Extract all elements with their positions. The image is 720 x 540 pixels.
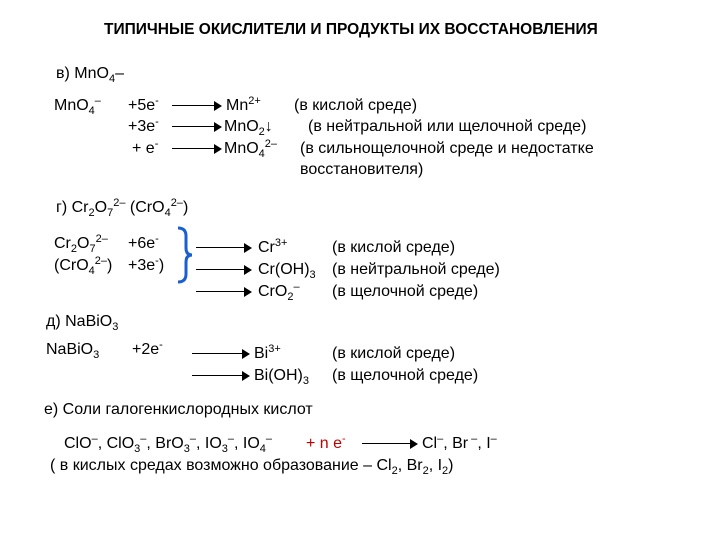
section-v-condition-3: (в сильнощелочной среде и недостатке <box>300 140 594 157</box>
section-v-electrons-2: +3e- <box>128 116 159 135</box>
section-d-condition-2: (в щелочной среде) <box>332 367 479 384</box>
reaction-arrow <box>172 101 222 111</box>
section-g-reagent-1: $Cr_2O_7^{2-}$ <box>54 233 108 255</box>
section-v-product-3: MnO$_4^{2-}$ <box>224 138 278 160</box>
reaction-arrow <box>172 144 222 154</box>
section-v-label: в) MnO$_4$– <box>56 65 124 85</box>
section-g-condition-3: (в щелочной среде) <box>332 283 479 300</box>
section-e-products: Cl–, Br –, I– <box>422 433 497 452</box>
section-g-product-2: $Cr(OH)_3$ <box>258 261 316 281</box>
page-title: ТИПИЧНЫЕ ОКИСЛИТЕЛИ И ПРОДУКТЫ ИХ ВОССТАНОВЛЕНИЯ <box>104 21 598 38</box>
reaction-arrow <box>172 122 222 132</box>
grouping-brace <box>174 226 194 284</box>
section-g-label: г) $Cr_2O_7^{2-}$ (CrO$_4^{2-}$) <box>56 197 189 219</box>
reaction-arrow <box>196 287 252 297</box>
reaction-arrow <box>192 371 250 381</box>
section-e-note: ( в кислых средах возможно образование – $Cl_2$, $Br_2$, $I_2$) <box>50 457 454 477</box>
section-g-reagent-2: (CrO$_4^{2-}$) <box>54 255 113 277</box>
section-g-electrons-1: +6e- <box>128 233 159 252</box>
section-g-electrons-2: +3e-) <box>128 255 165 274</box>
section-d-product-2: $Bi(OH)_3$ <box>254 367 310 387</box>
reaction-arrow <box>196 265 252 275</box>
section-e-label: е) Соли галогенкислородных кислот <box>44 401 313 418</box>
section-e-equation: ClO–, ClO$_3$–, BrO$_3$–, $IO_3^-$, $IO_4^-$ <box>64 433 273 455</box>
section-v-product-2: MnO$_2$↓ <box>224 118 273 138</box>
section-g-condition-2: (в нейтральной среде) <box>332 261 500 278</box>
section-d-reagent: NaBiO$_3$ <box>46 341 100 361</box>
section-v-condition-3-cont: восстановителя) <box>300 161 424 178</box>
section-d-condition-1: (в кислой среде) <box>332 345 456 362</box>
section-v-electrons-3: + e- <box>132 138 159 157</box>
section-d-product-1: $Bi^{3+}$ <box>254 343 281 362</box>
section-g-product-3: CrO$_2$– <box>258 281 300 303</box>
section-g-condition-1: (в кислой среде) <box>332 239 456 256</box>
reaction-arrow <box>362 439 418 449</box>
reaction-arrow <box>196 243 252 253</box>
section-v-condition-1: (в кислой среде) <box>294 97 418 114</box>
section-v-electrons-1: +5e- <box>128 95 159 114</box>
section-v-product-1: $Mn^{2+}$ <box>226 95 261 114</box>
section-d-label: д) NaBiO$_3$ <box>46 313 119 333</box>
section-d-electrons: +2e- <box>132 339 163 358</box>
reaction-arrow <box>192 349 250 359</box>
section-v-condition-2: (в нейтральной или щелочной среде) <box>308 118 587 135</box>
section-e-electrons: + n e- <box>306 433 346 452</box>
section-v-reagent: MnO$_4$– <box>54 95 101 117</box>
section-g-product-1: $Cr^{3+}$ <box>258 237 288 256</box>
